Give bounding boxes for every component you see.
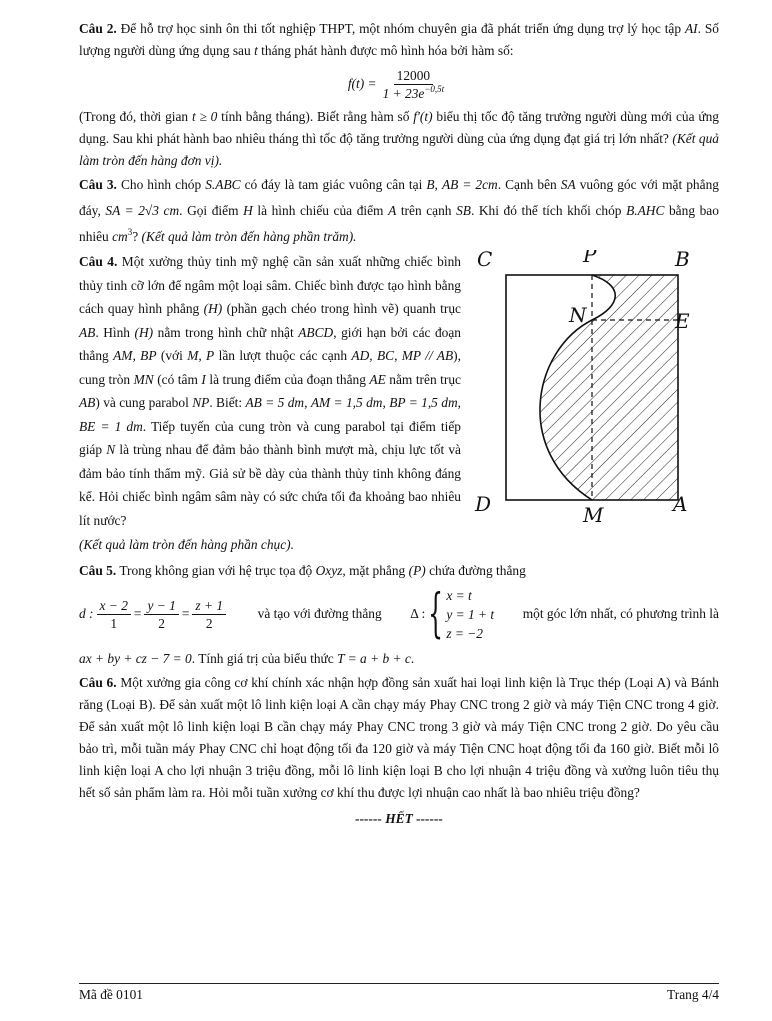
question-4 [79, 250, 719, 536]
line-d: d : $\frac{x - 2}{1}$ = $\frac{y - 1}{2}$ = $\frac{z + 1}{2}$ [79, 597, 229, 632]
label-b: B [675, 250, 690, 271]
vase-diagram [473, 250, 719, 536]
question-3: Câu 3. Cho hình chóp S.ABC có đáy là tam giác vuông cân tại B, AB = 2cm. Cạnh bên SA vuông góc với mặt phẳng đáy, SA = 2√3 cm. Gọi điểm H là hình chiếu của điểm A trên cạnh SB. Khi đó thể tích khối chóp B.AHC bằng bao nhiêu $cm^3$? (Kết quả làm tròn đến hàng phần trăm). [79, 177, 719, 244]
question-label: Câu 2. [79, 21, 117, 36]
label-n: N [569, 303, 587, 327]
question-4-text: Câu 4. Một xưởng thủy tinh mỹ nghệ cần sản xuất những chiếc bình thủy tinh cỡ lớn để ngâm một loại sâm. Chiếc bình được tạo hình bằng cách quay hình phẳng (H) (phần gạch chéo trong hình vẽ) quanh trục AB. Hình (H) nằm trong hình chữ nhật ABCD, giới hạn bởi các đoạn thẳng AM, BP (với M, P lần lượt thuộc các cạnh AD, BC, MP // AB), cung tròn MN (có tâm I là trung điểm của đoạn thẳng AE nằm trên trục AB) và cung parabol NP. Biết: AB = 5 dm, AM = 1,5 dm, BP = 1,5 dm, BE = 1 dm. Tiếp tuyến của cung tròn và cung parabol tại điểm tiếp giáp N là trùng nhau để đảm bảo thành bình mượt mà, chịu lực tốt và đảm bảo tính thẩm mỹ. Giả sử bề dày của thành thủy tinh không đáng kể. Hỏi chiếc bình ngâm sâm này có sức chứa tối đa khoảng bao nhiêu lít nước? [79, 254, 461, 528]
line-equations: d : $\frac{x - 2}{1}$ = $\frac{y - 1}{2}$ = $\frac{z + 1}{2}$ và tạo với đường thẳng Δ : { x = t y = 1 + t z = −2 một góc lớn nhất, có phương trình là [79, 584, 719, 644]
label-d: D [475, 492, 492, 516]
formula-fraction: $\frac{12000}{1 + 23e^{-0,5t}}$ [382, 67, 445, 101]
line-delta: Δ : { x = t y = 1 + t z = −2 [410, 584, 495, 644]
question-6: Câu 6. Một xưởng gia công cơ khí chính xác nhận hợp đồng sản xuất hai loại linh kiện là Trục thép (Loại A) và Bánh răng (Loại B). Để sản xuất một lô linh kiện loại A cần chạy máy Phay CNC trong 2 giờ và máy Tiện CNC trong 4 giờ. Để sản xuất một lô linh kiện loại B cần chạy máy Phay CNC trong 3 giờ và máy Tiện CNC trong 2 giờ. Do yêu cầu bảo trì, mỗi tuần máy Phay CNC chỉ hoạt động tối đa 120 giờ và máy Tiện CNC hoạt động tối đa 160 giờ. Biết mỗi lô linh kiện loại A cho lợi nhuận 3 triệu đồng, mỗi lô linh kiện loại B cho lợi nhuận 4 triệu đồng và xưởng luôn tiêu thụ hết số sản phẩm làm ra. Hỏi mỗi tuần xưởng cơ khí thu được lợi nhuận cao nhất là bao nhiêu triệu đồng? [79, 675, 719, 800]
label-e: E [675, 309, 690, 333]
question-label: Câu 4. [79, 254, 118, 269]
growth-formula: f(t) = $\frac{12000}{1 + 23e^{-0,5t}}$ [79, 64, 719, 104]
label-c: C [477, 250, 493, 271]
label-a: A [673, 492, 688, 516]
label-m: M [583, 503, 604, 527]
page-number: Trang 4/4 [667, 987, 719, 1002]
question-5: Câu 5. Trong không gian với hệ trục tọa độ Oxyz, mặt phẳng (P) chứa đường thẳng [79, 563, 526, 578]
question-5-end: ax + by + cz − 7 = 0. Tính giá trị của biểu thức T = a + b + c. [79, 651, 415, 666]
exam-code: Mã đề 0101 [79, 987, 143, 1002]
question-label: Câu 5. [79, 563, 117, 578]
question-2: Câu 2. Để hỗ trợ học sinh ôn thi tốt nghiệp THPT, một nhóm chuyên gia đã phát triển ứng dụng trợ lý học tập AI. Số lượng người dùng ứng dụng sau t tháng phát hành được mô hình hóa bởi hàm số: [79, 21, 719, 58]
exam-page [79, 18, 719, 830]
question-4-note: (Kết quả làm tròn đến hàng phần chục). [79, 537, 294, 552]
question-label: Câu 6. [79, 675, 117, 690]
vase-figure [473, 250, 719, 536]
page-footer [79, 987, 719, 1003]
label-p: P [583, 250, 597, 267]
question-2-body: (Trong đó, thời gian t ≥ 0 tính bằng tháng). Biết rằng hàm số f′(t) biểu thị tốc độ tăng trưởng người dùng mới của ứng dụng. Sau khi phát hành bao nhiêu tháng thì tốc độ tăng trưởng người dùng của ứng dụng đạt giá trị lớn nhất? (Kết quả làm tròn đến hàng đơn vị). [79, 109, 719, 168]
end-mark: ------ HẾT ------ [355, 811, 443, 826]
footer-divider [79, 983, 719, 984]
question-label: Câu 3. [79, 177, 117, 192]
